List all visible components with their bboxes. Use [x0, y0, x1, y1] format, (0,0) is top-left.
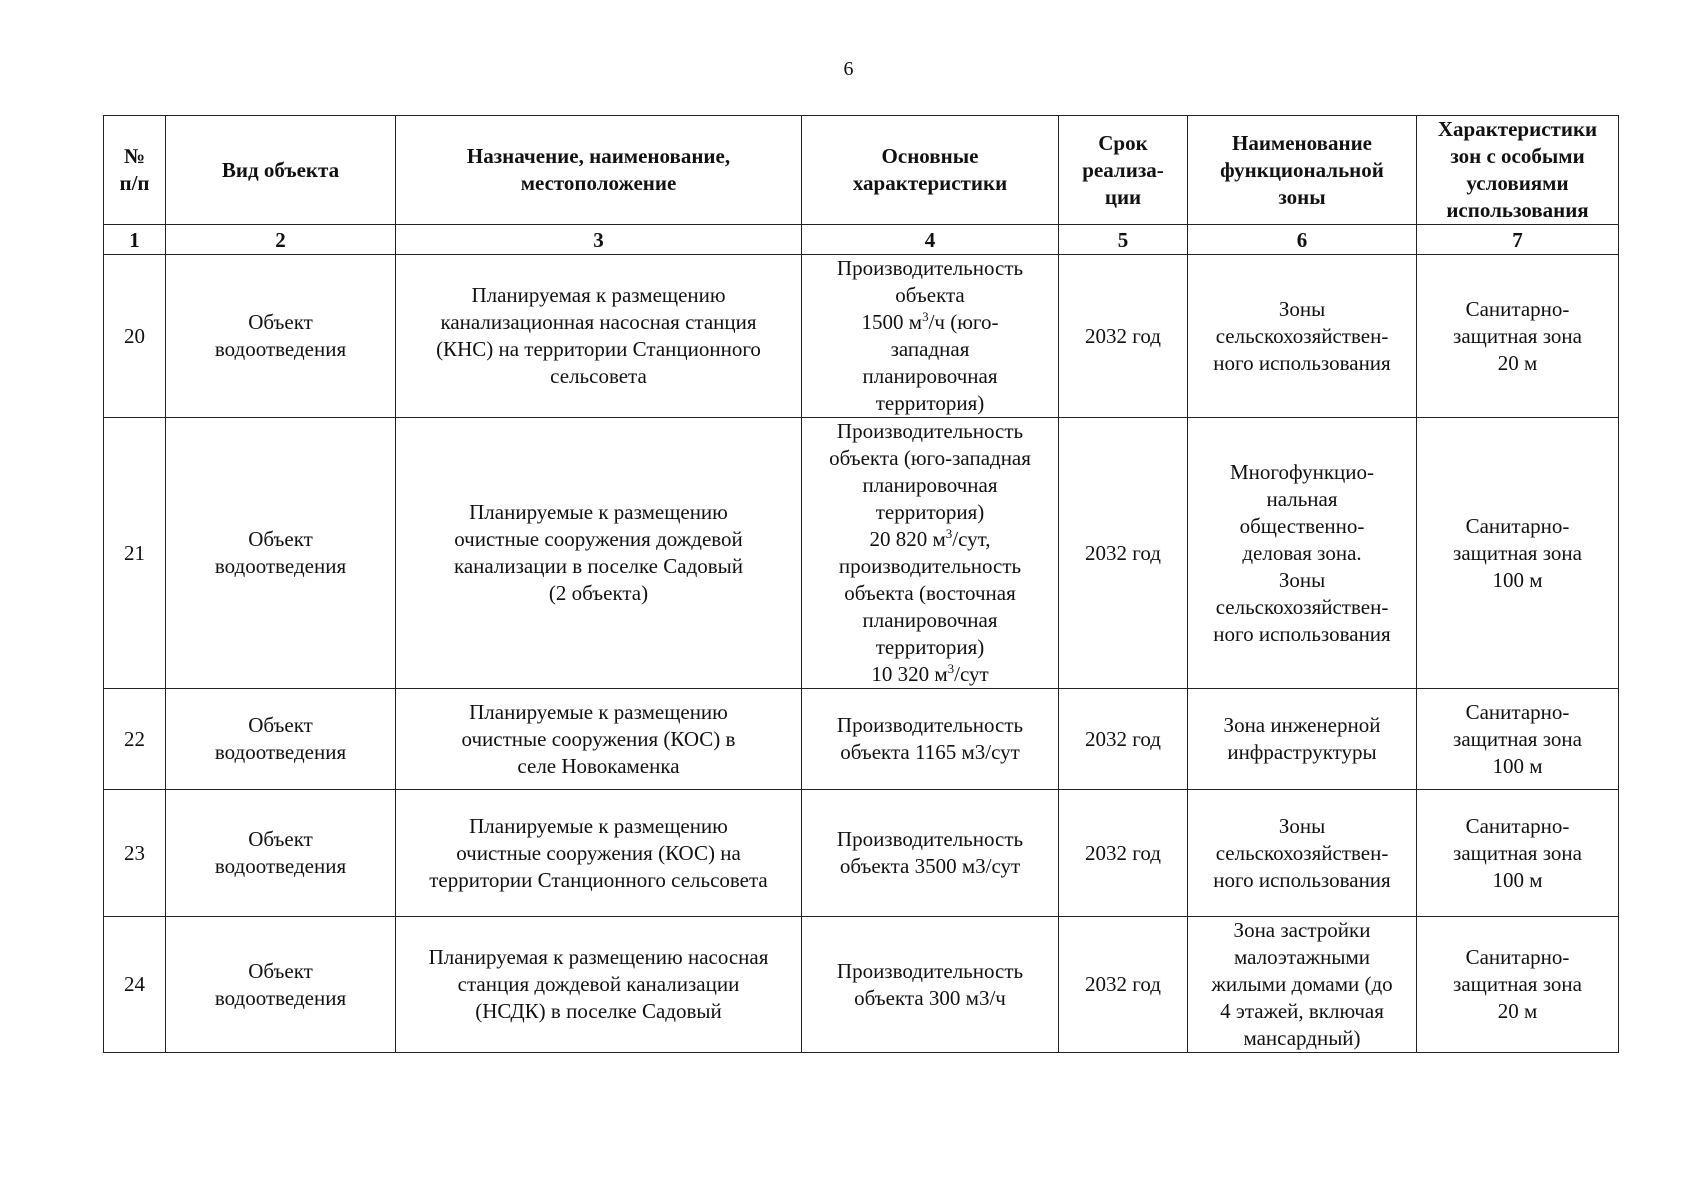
zone-restrictions-cell: Санитарно- защитная зона 20 м — [1417, 917, 1619, 1053]
page-number: 6 — [843, 58, 854, 80]
functional-zone-cell: Зона инженерной инфраструктуры — [1188, 689, 1417, 790]
purpose-cell: Планируемые к размещению очистные сооружения (КОС) на территории Станционного сельсовета — [396, 790, 802, 917]
table-row — [104, 689, 1619, 790]
column-number: 5 — [1059, 225, 1188, 255]
header-purpose: Назначение, наименование, местоположение — [396, 116, 802, 225]
object-type-cell: Объект водоотведения — [166, 917, 396, 1053]
object-type-cell: Объект водоотведения — [166, 255, 396, 418]
column-number: 6 — [1188, 225, 1417, 255]
term-cell: 2032 год — [1059, 255, 1188, 418]
header-term: Срок реализа- ции — [1059, 116, 1188, 225]
header-object-type: Вид объекта — [166, 116, 396, 225]
row-number: 20 — [104, 255, 166, 418]
table-row — [104, 255, 1619, 418]
header-functional-zone: Наименование функциональной зоны — [1188, 116, 1417, 225]
object-type-cell: Объект водоотведения — [166, 790, 396, 917]
column-numbers-row — [104, 225, 1619, 255]
purpose-cell: Планируемая к размещению канализационная насосная станция (КНС) на территории Станционного сельсовета — [396, 255, 802, 418]
zone-restrictions-cell: Санитарно- защитная зона 20 м — [1417, 255, 1619, 418]
table-row — [104, 917, 1619, 1053]
objects-table — [103, 115, 1619, 1053]
characteristics-cell: Производительность объекта 1165 м3/сут — [802, 689, 1059, 790]
characteristics-cell: Производительность объекта (юго-западная планировочная территория) 20 820 $м^3$/сут, производительность объекта (восточная планировочная территория) 10 320 $м^3$/сут — [802, 418, 1059, 689]
object-type-cell: Объект водоотведения — [166, 689, 396, 790]
header-num: № п/п — [104, 116, 166, 225]
zone-restrictions-cell: Санитарно- защитная зона 100 м — [1417, 790, 1619, 917]
row-number: 23 — [104, 790, 166, 917]
column-number: 4 — [802, 225, 1059, 255]
column-number: 7 — [1417, 225, 1619, 255]
functional-zone-cell: Многофункцио- нальная общественно- деловая зона. Зоны сельскохозяйствен- ного использования — [1188, 418, 1417, 689]
header-zone-restrictions: Характеристики зон с особыми условиями использования — [1417, 116, 1619, 225]
zone-restrictions-cell: Санитарно- защитная зона 100 м — [1417, 689, 1619, 790]
row-number: 22 — [104, 689, 166, 790]
table-row — [104, 418, 1619, 689]
purpose-cell: Планируемая к размещению насосная станция дождевой канализации (НСДК) в поселке Садовый — [396, 917, 802, 1053]
term-cell: 2032 год — [1059, 418, 1188, 689]
column-number: 3 — [396, 225, 802, 255]
zone-restrictions-cell: Санитарно- защитная зона 100 м — [1417, 418, 1619, 689]
functional-zone-cell: Зона застройки малоэтажными жилыми домами (до 4 этажей, включая мансардный) — [1188, 917, 1417, 1053]
object-type-cell: Объект водоотведения — [166, 418, 396, 689]
characteristics-cell: Производительность объекта 3500 м3/сут — [802, 790, 1059, 917]
characteristics-cell: Производительность объекта 300 м3/ч — [802, 917, 1059, 1053]
characteristics-cell: Производительность объекта 1500 $м^3/ч$ (юго- западная планировочная территория) — [802, 255, 1059, 418]
functional-zone-cell: Зоны сельскохозяйствен- ного использования — [1188, 790, 1417, 917]
term-cell: 2032 год — [1059, 917, 1188, 1053]
table-row — [104, 790, 1619, 917]
header-row — [104, 116, 1619, 225]
row-number: 21 — [104, 418, 166, 689]
purpose-cell: Планируемые к размещению очистные сооружения дождевой канализации в поселке Садовый (2 объекта) — [396, 418, 802, 689]
column-number: 1 — [104, 225, 166, 255]
column-number: 2 — [166, 225, 396, 255]
row-number: 24 — [104, 917, 166, 1053]
functional-zone-cell: Зоны сельскохозяйствен- ного использования — [1188, 255, 1417, 418]
purpose-cell: Планируемые к размещению очистные сооружения (КОС) в селе Новокаменка — [396, 689, 802, 790]
term-cell: 2032 год — [1059, 790, 1188, 917]
term-cell: 2032 год — [1059, 689, 1188, 790]
header-characteristics: Основные характеристики — [802, 116, 1059, 225]
